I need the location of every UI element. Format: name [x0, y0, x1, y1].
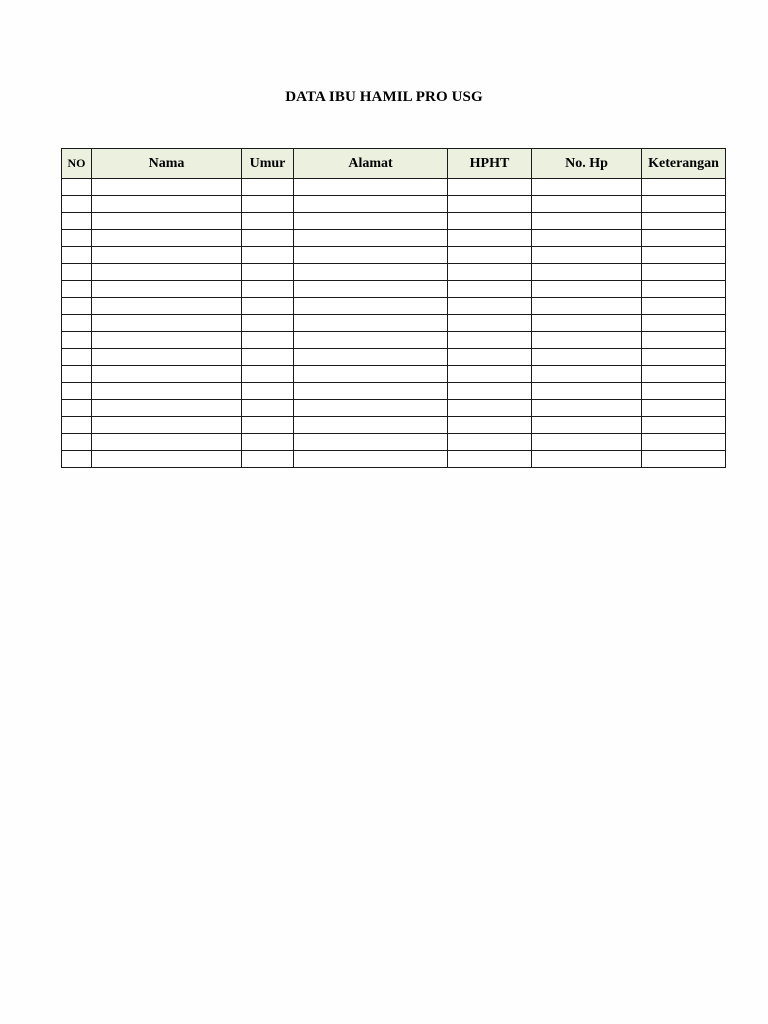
table-cell-no[interactable] [62, 264, 92, 281]
table-cell-nama[interactable] [92, 196, 242, 213]
table-cell-alamat[interactable] [294, 417, 448, 434]
table-cell-no-hp[interactable] [532, 213, 642, 230]
column-header-no: NO [62, 149, 92, 179]
table-cell-no[interactable] [62, 230, 92, 247]
table-cell-keterangan[interactable] [642, 264, 726, 281]
table-cell-hpht[interactable] [448, 417, 532, 434]
table-cell-keterangan[interactable] [642, 230, 726, 247]
table-cell-keterangan[interactable] [642, 332, 726, 349]
table-cell-hpht[interactable] [448, 281, 532, 298]
table-cell-no[interactable] [62, 213, 92, 230]
table-cell-nama[interactable] [92, 315, 242, 332]
table-cell-keterangan[interactable] [642, 281, 726, 298]
column-header-umur: Umur [242, 149, 294, 179]
table-cell-hpht[interactable] [448, 434, 532, 451]
table-cell-no[interactable] [62, 451, 92, 468]
table-cell-hpht[interactable] [448, 196, 532, 213]
table-row [62, 213, 726, 230]
table-cell-nama[interactable] [92, 349, 242, 366]
table-cell-nama[interactable] [92, 451, 242, 468]
table-cell-umur[interactable] [242, 247, 294, 264]
table-body [62, 179, 726, 468]
table-cell-no-hp[interactable] [532, 264, 642, 281]
table-cell-no[interactable] [62, 332, 92, 349]
table-cell-alamat[interactable] [294, 281, 448, 298]
table-cell-nama[interactable] [92, 230, 242, 247]
column-header-nama: Nama [92, 149, 242, 179]
table-cell-no[interactable] [62, 179, 92, 196]
table-cell-hpht[interactable] [448, 315, 532, 332]
table-cell-keterangan[interactable] [642, 417, 726, 434]
table-cell-no[interactable] [62, 417, 92, 434]
table-cell-umur[interactable] [242, 366, 294, 383]
table-cell-nama[interactable] [92, 332, 242, 349]
table-cell-nama[interactable] [92, 281, 242, 298]
table-cell-nama[interactable] [92, 417, 242, 434]
table-row [62, 434, 726, 451]
table-cell-no-hp[interactable] [532, 349, 642, 366]
column-header-no-hp: No. Hp [532, 149, 642, 179]
table-cell-nama[interactable] [92, 247, 242, 264]
table-cell-hpht[interactable] [448, 400, 532, 417]
table-cell-alamat[interactable] [294, 383, 448, 400]
table-row [62, 298, 726, 315]
table-cell-umur[interactable] [242, 383, 294, 400]
table-cell-no-hp[interactable] [532, 196, 642, 213]
table-cell-alamat[interactable] [294, 247, 448, 264]
table-row [62, 264, 726, 281]
table-cell-keterangan[interactable] [642, 196, 726, 213]
table-cell-no[interactable] [62, 383, 92, 400]
table-cell-no-hp[interactable] [532, 281, 642, 298]
table-cell-alamat[interactable] [294, 349, 448, 366]
table-cell-keterangan[interactable] [642, 179, 726, 196]
table-cell-keterangan[interactable] [642, 213, 726, 230]
table-cell-hpht[interactable] [448, 366, 532, 383]
table-cell-keterangan[interactable] [642, 383, 726, 400]
table-cell-no[interactable] [62, 196, 92, 213]
column-header-alamat: Alamat [294, 149, 448, 179]
table-cell-umur[interactable] [242, 230, 294, 247]
table-cell-hpht[interactable] [448, 230, 532, 247]
table-cell-umur[interactable] [242, 315, 294, 332]
table-cell-no[interactable] [62, 366, 92, 383]
table-cell-hpht[interactable] [448, 451, 532, 468]
table-cell-umur[interactable] [242, 196, 294, 213]
table-row [62, 366, 726, 383]
table-cell-hpht[interactable] [448, 264, 532, 281]
table-cell-nama[interactable] [92, 264, 242, 281]
table-cell-umur[interactable] [242, 213, 294, 230]
table-cell-no-hp[interactable] [532, 417, 642, 434]
table-cell-hpht[interactable] [448, 349, 532, 366]
table-cell-keterangan[interactable] [642, 366, 726, 383]
table-cell-umur[interactable] [242, 417, 294, 434]
table-cell-hpht[interactable] [448, 332, 532, 349]
table-cell-nama[interactable] [92, 383, 242, 400]
table-cell-hpht[interactable] [448, 383, 532, 400]
table-cell-nama[interactable] [92, 366, 242, 383]
table-cell-alamat[interactable] [294, 400, 448, 417]
table-cell-umur[interactable] [242, 298, 294, 315]
table-row [62, 349, 726, 366]
table-cell-no-hp[interactable] [532, 298, 642, 315]
table-cell-no-hp[interactable] [532, 434, 642, 451]
table-cell-umur[interactable] [242, 332, 294, 349]
table-row [62, 315, 726, 332]
table-cell-alamat[interactable] [294, 196, 448, 213]
table-cell-no[interactable] [62, 281, 92, 298]
table-cell-no-hp[interactable] [532, 247, 642, 264]
column-header-keterangan: Keterangan [642, 149, 726, 179]
table-cell-nama[interactable] [92, 400, 242, 417]
table-cell-alamat[interactable] [294, 451, 448, 468]
table-cell-alamat[interactable] [294, 315, 448, 332]
table-cell-nama[interactable] [92, 213, 242, 230]
table-cell-keterangan[interactable] [642, 434, 726, 451]
table-row [62, 332, 726, 349]
table-cell-alamat[interactable] [294, 264, 448, 281]
table-cell-umur[interactable] [242, 400, 294, 417]
table-cell-no-hp[interactable] [532, 366, 642, 383]
table-row [62, 179, 726, 196]
table-cell-umur[interactable] [242, 264, 294, 281]
table-cell-no-hp[interactable] [532, 451, 642, 468]
table-cell-no-hp[interactable] [532, 230, 642, 247]
table-row [62, 230, 726, 247]
table-cell-no[interactable] [62, 400, 92, 417]
table-cell-umur[interactable] [242, 349, 294, 366]
table-cell-alamat[interactable] [294, 230, 448, 247]
table-cell-no-hp[interactable] [532, 332, 642, 349]
table-row [62, 281, 726, 298]
table-cell-alamat[interactable] [294, 434, 448, 451]
table-cell-hpht[interactable] [448, 247, 532, 264]
table-cell-keterangan[interactable] [642, 400, 726, 417]
table-row [62, 451, 726, 468]
table-cell-nama[interactable] [92, 434, 242, 451]
table-cell-hpht[interactable] [448, 213, 532, 230]
table-cell-keterangan[interactable] [642, 451, 726, 468]
table-cell-keterangan[interactable] [642, 247, 726, 264]
table-row [62, 247, 726, 264]
table-cell-umur[interactable] [242, 281, 294, 298]
table-cell-alamat[interactable] [294, 179, 448, 196]
table-cell-umur[interactable] [242, 179, 294, 196]
column-header-hpht: HPHT [448, 149, 532, 179]
table-cell-alamat[interactable] [294, 332, 448, 349]
table-cell-hpht[interactable] [448, 298, 532, 315]
table-row [62, 417, 726, 434]
table-cell-keterangan[interactable] [642, 349, 726, 366]
table-cell-no-hp[interactable] [532, 315, 642, 332]
page-title: DATA IBU HAMIL PRO USG [285, 89, 483, 105]
table-cell-nama[interactable] [92, 298, 242, 315]
table-cell-no[interactable] [62, 315, 92, 332]
table-cell-no[interactable] [62, 298, 92, 315]
table-cell-no-hp[interactable] [532, 179, 642, 196]
table-cell-alamat[interactable] [294, 298, 448, 315]
table-cell-no-hp[interactable] [532, 400, 642, 417]
table-row [62, 400, 726, 417]
header-row [62, 149, 726, 179]
table-cell-keterangan[interactable] [642, 315, 726, 332]
table-cell-umur[interactable] [242, 451, 294, 468]
table-cell-no[interactable] [62, 434, 92, 451]
table-cell-hpht[interactable] [448, 179, 532, 196]
table-cell-no-hp[interactable] [532, 383, 642, 400]
table-row [62, 383, 726, 400]
table-cell-keterangan[interactable] [642, 298, 726, 315]
table-cell-alamat[interactable] [294, 366, 448, 383]
table-cell-umur[interactable] [242, 434, 294, 451]
table-cell-no[interactable] [62, 247, 92, 264]
table-row [62, 196, 726, 213]
table-cell-nama[interactable] [92, 179, 242, 196]
table-cell-no[interactable] [62, 349, 92, 366]
data-table [61, 148, 726, 468]
table-cell-alamat[interactable] [294, 213, 448, 230]
